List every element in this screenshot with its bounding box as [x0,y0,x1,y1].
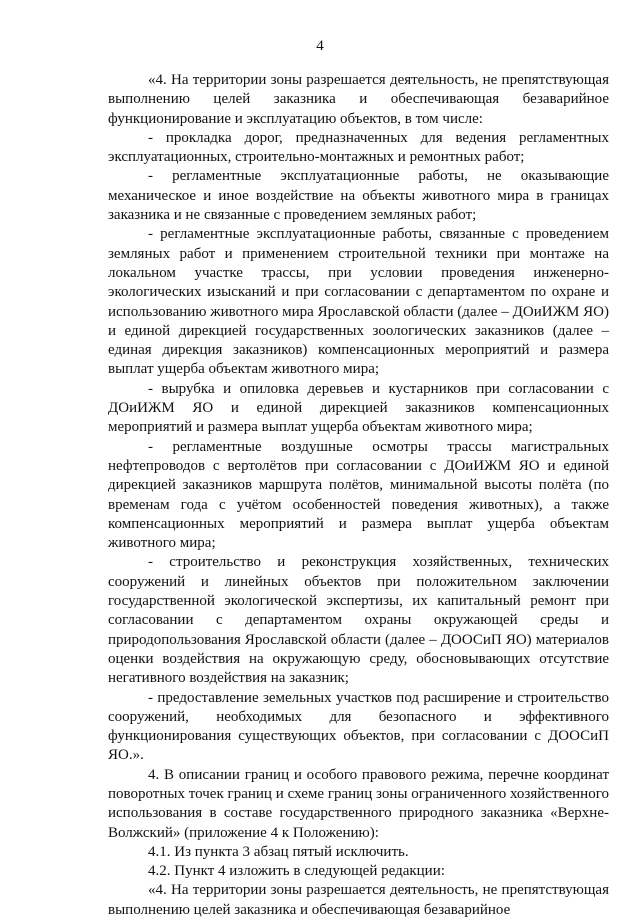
paragraph: - регламентные эксплуатационные работы, связанные с проведением земляных работ и применением строительной техники при монтаже на локальном участке трассы, при условии проведения инженерно-экологических изысканий и при согласовании с департаментом по охране и использованию животного мира Ярославской области (далее – ДОиИЖМ ЯО) и единой дирекцией государственных зоологических заказников (далее – единая дирекция заказников) компенсационных мероприятий и размера выплат ущерба объектам животного мира; [108,226,609,378]
paragraph: 4. В описании границ и особого правового режима, перечне координат поворотных точек границ и схеме границ зоны ограниченного хозяйственного использования в составе государственного природного заказника «Верхне-Волжский» (приложение 4 к Положению): [108,766,609,841]
paragraph: 4.1. Из пункта 3 абзац пятый исключить. [148,843,409,860]
paragraph: 4.2. Пункт 4 изложить в следующей редакции: [148,863,445,880]
paragraph: - предоставление земельных участков под расширение и строительство сооружений, необходимых для безопасного и эффективного функционирования существующих объектов, при согласовании с ДООСиП ЯО.». [108,689,609,764]
paragraph: - вырубка и опиловка деревьев и кустарников при согласовании с ДОиИЖМ ЯО и единой дирекцией заказников компенсационных мероприятий и размера выплат ущерба объектам животного мира; [108,380,609,436]
document-body [108,71,609,920]
paragraph: «4. На территории зоны разрешается деятельность, не препятствующая выполнению целей заказника и обеспечивающая безаварийное функционирование и эксплуатацию объектов, в том числе: [108,72,609,127]
paragraph: «4. На территории зоны разрешается деятельность, не препятствующая выполнению целей заказника и обеспечивающая безаварийное [108,882,609,918]
paragraph: - строительство и реконструкция хозяйственных, технических сооружений и линейных объектов при положительном заключении государственной экологической экспертизы, их капитальный ремонт при согласовании с департаментом охраны окружающей среды и природопользования Ярославской области (далее – ДООСиП ЯО) материалов оценки воздействия на окружающую среду, обосновывающих отсутствие негативного воздействия на заказник; [108,554,609,687]
paragraph: - регламентные воздушные осмотры трассы магистральных нефтепроводов с вертолётов при согласовании с ДОиИЖМ ЯО и единой дирекцией заказников маршрута полётов, минимальной высоты полёта (по временам года с учётом особенностей поведения животных), а также компенсационных мероприятий и размера выплат ущерба объектам животного мира; [108,438,609,552]
paragraph: - регламентные эксплуатационные работы, не оказывающие механическое и иное воздействие на объекты животного мира в границах заказника и не связанные с проведением земляных работ; [108,168,609,224]
page-number: 4 [316,38,324,54]
paragraph: - прокладка дорог, предназначенных для ведения регламентных эксплуатационных, строительно-монтажных и ремонтных работ; [108,129,609,166]
